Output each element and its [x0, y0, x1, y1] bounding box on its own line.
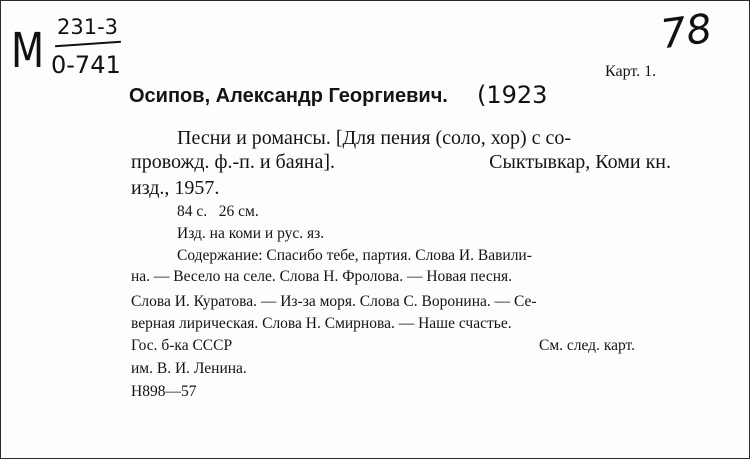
author-heading: Осипов, Александр Георгиевич. — [129, 85, 448, 107]
handwritten-catalog-number-top: 231-3 — [57, 15, 119, 39]
card-code: Н898—57 — [131, 383, 197, 400]
handwritten-catalog-number-bottom: 0-741 — [51, 51, 121, 79]
contents-line-4: верная лирическая. Слова Н. Смирнова. — Наше счастье. — [131, 315, 512, 332]
title-line-2-right: Сыктывкар, Коми кн. — [489, 151, 671, 173]
title-line-2 — [131, 151, 671, 174]
contents-line-3: Слова И. Куратова. — Из-за моря. Слова С. Воронина. — Се- — [131, 293, 537, 310]
handwritten-fraction-line — [55, 41, 121, 48]
handwritten-card-number: 78 — [658, 5, 715, 59]
language-note: Изд. на коми и рус. яз. — [177, 225, 325, 242]
contents-line-2: на. — Весело на селе. Слова Н. Фролова. — Новая песня. — [131, 268, 513, 285]
title-line-1: Песни и романсы. [Для пения (соло, хор) с со- — [177, 127, 572, 149]
contents-line-1: Содержание: Спасибо тебе, партия. Слова И. Вавили- — [177, 247, 532, 264]
physical-description: 84 с. 26 см. — [177, 203, 259, 220]
handwritten-birth-year: (1923 — [477, 81, 548, 109]
library-line-1: Гос. б-ка СССР — [131, 337, 233, 354]
card-number-label: Карт. 1. — [605, 63, 657, 80]
see-next-card: См. след. карт. — [539, 337, 636, 354]
library-line-2: им. В. И. Ленина. — [131, 360, 247, 377]
title-line-3: изд., 1957. — [131, 177, 220, 199]
title-line-2-left: провожд. ф.-п. и баяна]. — [131, 151, 336, 173]
handwritten-catalog-letter: М — [11, 23, 43, 79]
